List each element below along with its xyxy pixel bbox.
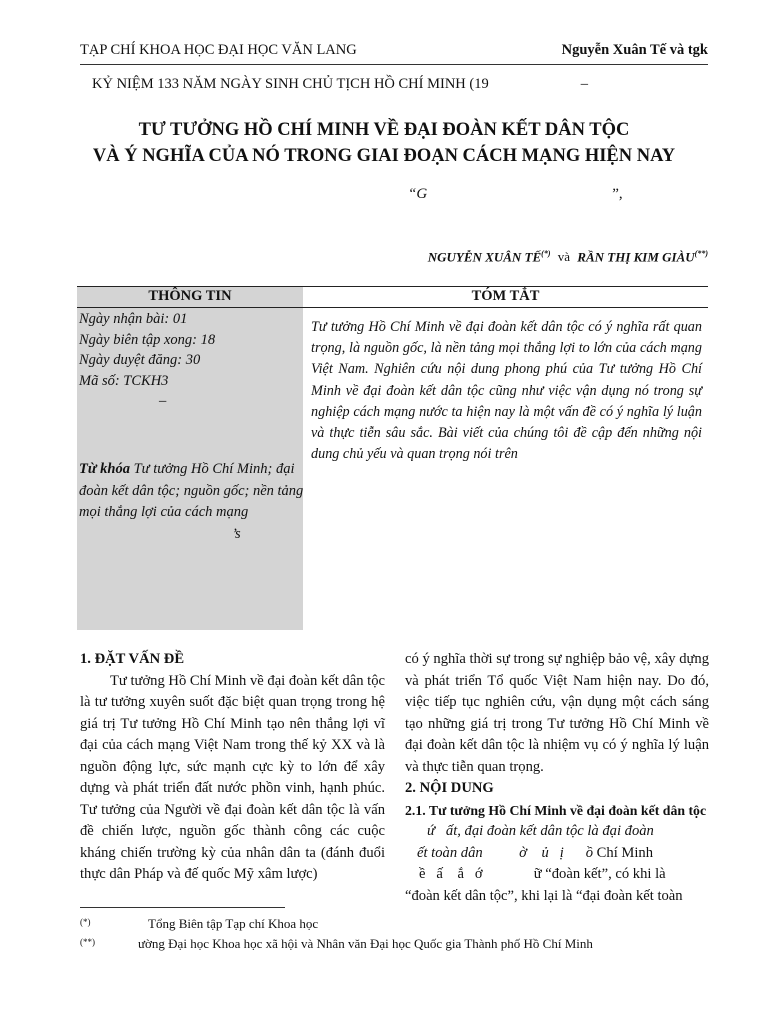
section-1-paragraph: Tư tưởng Hồ Chí Minh về đại đoàn kết dân tộc là tư tưởng xuyên suốt đặc biệt quan trọng trong hệ giá trị Tư tưởng Hồ Chí Minh tạo nên thắng lợi vĩ đại của cách mạng Việt Nam trong thế kỷ XX và là nguồn động lực, sức mạnh cực kỳ to lớn để xây dựng và phát triển đất nước phồn vinh, hạnh phúc. Tư tưởng của Người về đại đoàn kết dân tộc là vấn đề chiến lược, nguồn gốc thành công các cuộc kháng chiến trường kỳ của nhân dân ta (đánh đuổi thực dân Pháp và đế quốc Mỹ xâm lược) [80, 672, 385, 882]
author-1-mark: (*) [541, 249, 551, 258]
body-left-column [80, 649, 385, 886]
author-conjunction: và [557, 249, 571, 265]
anniversary-dash: – [580, 76, 588, 92]
table-header-rule [77, 307, 708, 308]
table-top-rule [77, 286, 708, 287]
section-1-heading: 1. ĐẶT VẤN ĐỀ [80, 651, 185, 667]
body-right-column [405, 649, 709, 907]
author-2-mark: (**) [694, 249, 708, 258]
keywords-fragment: ’s [232, 525, 241, 542]
abstract-text: Tư tưởng Hồ Chí Minh về đại đoàn kết dân tộc có ý nghĩa rất quan trọng, là nguồn gốc, là nền tảng mọi thắng lợi to lớn của cách mạng Việt Nam. Nghiên cứu nội dung phong phú của Tư tưởng Hồ Chí Minh về đại đoàn kết dân tộc cũng như việc vận dụng nó trong sự nghiệp cách mạng nước ta hiện nay là một vấn đề có ý nghĩa lý luận và thực tiễn sâu sắc. Bài viết của chúng tôi đề cập đến những nội dung chủ yếu và quan trọng nói trên [311, 319, 702, 463]
fragment-line-4: “đoàn kết dân tộc”, khi lại là “đại đoàn kết toàn [405, 887, 683, 904]
article-title [60, 117, 708, 169]
keywords-label: Từ khóa [79, 461, 130, 477]
footnote-1-text: Tổng Biên tập Tạp chí Khoa học [148, 916, 319, 931]
fragment-line-2 [405, 843, 709, 865]
footnote-rule [80, 907, 285, 908]
abstract-header: TÓM TẮT [471, 288, 540, 304]
footnote-2-text: ường Đại học Khoa học xã hội và Nhân văn Đại học Quốc gia Thành phố Hồ Chí Minh [138, 936, 593, 951]
fragment-line-3: ề ấ ắ ớ ữ “đoàn kết”, có khi là [419, 866, 666, 882]
quote-open: “G [408, 186, 428, 202]
anniversary-text: KỶ NIỆM 133 NĂM NGÀY SINH CHỦ TỊCH HỒ CHÍ MINH (19 [92, 76, 489, 92]
footnote-2-mark: (**) [80, 937, 95, 947]
footnote-1-mark: (*) [80, 917, 91, 927]
running-authors: Nguyễn Xuân Tế và tgk [561, 42, 708, 58]
received-date: Ngày nhận bài: 01 [79, 311, 188, 327]
author-line [428, 249, 708, 265]
header-rule [80, 64, 708, 65]
article-code: Mã số: TCKH3 [79, 372, 169, 389]
keywords-block [79, 459, 305, 545]
fragment-line-1: ứ ất, đại đoàn kết dân tộc là đại đoàn [427, 823, 654, 839]
section-1-continuation: có ý nghĩa thời sự trong sự nghiệp bảo vệ, xây dựng và phát triển Tổ quốc Việt Nam hiện nay. Do đó, việc tiếp tục nghiên cứu, vận dụng một cách sáng tạo những giá trị trong Tư tưởng Hồ Chí Minh về đại đoàn kết dân tộc là nhiệm vụ có ý nghĩa lý luận và thực tiễn quan trọng. [405, 651, 709, 775]
edited-date: Ngày biên tập xong: 18 [79, 331, 216, 348]
anniversary-line [92, 76, 588, 93]
section-2-heading: 2. NỘI DUNG [405, 780, 494, 796]
title-line-2: VÀ Ý NGHĨA CỦA NÓ TRONG GIAI ĐOẠN CÁCH MẠNG HIỆN NAY [92, 146, 676, 166]
journal-name: TẠP CHÍ KHOA HỌC ĐẠI HỌC VĂN LANG [80, 42, 357, 58]
title-line-1: TƯ TƯỞNG HỒ CHÍ MINH VỀ ĐẠI ĐOÀN KẾT DÂN TỘC [138, 120, 630, 140]
approved-date: Ngày duyệt đăng: 30 [79, 352, 201, 368]
info-header: THÔNG TIN [148, 288, 232, 304]
article-info [79, 309, 301, 412]
subsection-2-1-heading: 2.1. Tư tưởng Hồ Chí Minh về đại đoàn kết dân tộc [405, 802, 707, 818]
author-2: RẦN THỊ KIM GIÀU [577, 249, 695, 265]
fragment-line-2a: ết toàn dân ờ ủ ị ồ [417, 844, 597, 861]
keywords-text: Tư tưởng Hồ Chí Minh; đại đoàn kết dân tộc; nguồn gốc; nền tảng mọi thắng lợi của cách mạng [79, 461, 304, 520]
epigraph-quote [408, 186, 623, 203]
fragment-line-2b: Chí Minh [596, 844, 654, 861]
info-dash: – [159, 393, 167, 409]
author-1: NGUYỄN XUÂN TẾ [427, 249, 542, 265]
quote-close: ”, [612, 186, 623, 202]
